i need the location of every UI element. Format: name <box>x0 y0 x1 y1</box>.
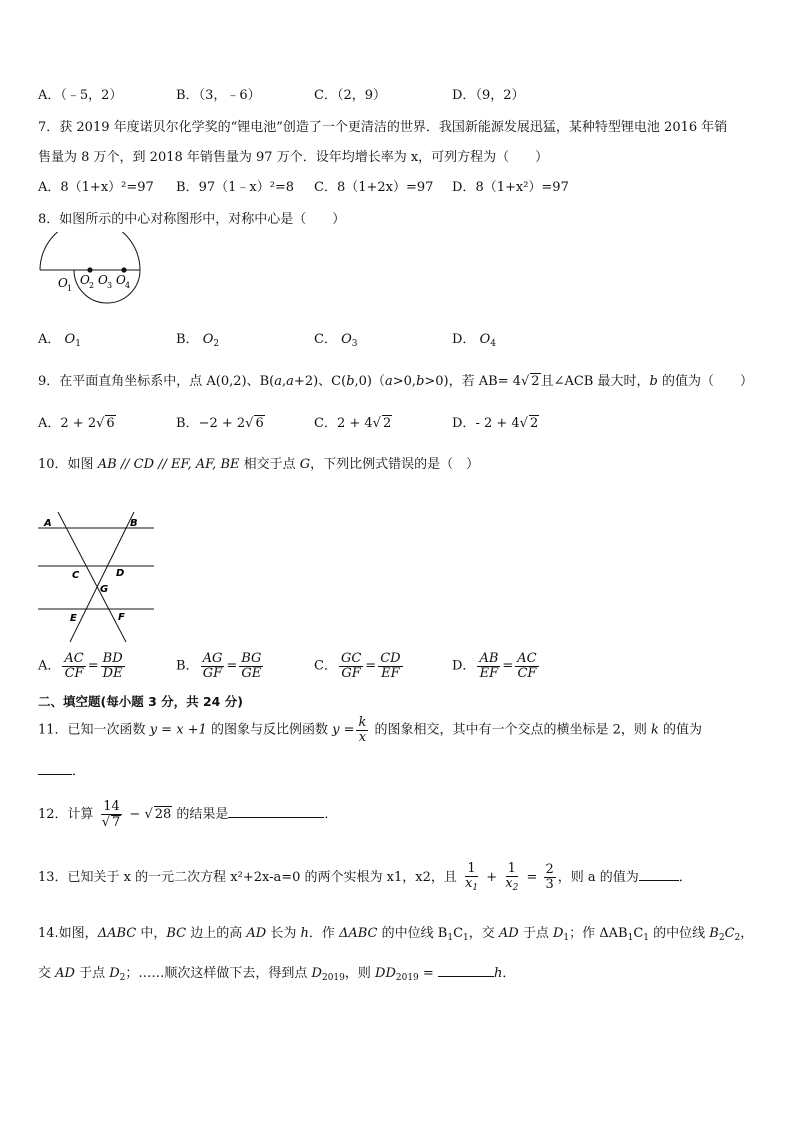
option-text: 2 + 2 <box>60 416 97 431</box>
option-text: 8（1+2x）=97 <box>336 180 434 195</box>
option-letter: A． <box>38 658 61 674</box>
option-text: （9，2） <box>475 88 525 103</box>
section-title: 二、填空题(每小题 3 分，共 24 分) <box>38 694 243 709</box>
fraction: $\frac{AG}{GF}$ <box>202 651 223 681</box>
q9-option-d: D．- 2 + 4√ 2 <box>452 416 539 431</box>
q9-option-c: C．2 + 4√ 2 <box>314 416 392 431</box>
option-letter: C． <box>314 416 337 431</box>
option-letter: B． <box>176 180 199 195</box>
sqrt-radicand: 6 <box>106 416 115 431</box>
q7-stem-line1: 7．获 2019 年度诺贝尔化学奖的“锂电池”创造了一个更清洁的世界．我国新能源发展迅猛，某种特型锂电池 2016 年销 <box>38 120 728 135</box>
q10-figure <box>34 508 158 648</box>
fraction: $\frac{2}{3}$ <box>545 862 554 893</box>
label-c: C <box>72 570 80 581</box>
q8-sub-o3: 3 <box>107 281 113 290</box>
fraction: $\frac{14}{√ 7}$ <box>101 799 121 830</box>
option-letter: B． <box>176 416 199 431</box>
fraction: $\frac{BG}{GE}$ <box>241 651 262 681</box>
option-text: - 2 + 4 <box>475 416 520 431</box>
option-letter: B． <box>176 88 199 103</box>
option-letter: D． <box>452 658 476 674</box>
q7-stem-line2: 售量为 8 万个，到 2018 年销售量为 97 万个．设年均增长率为 x，可列方程为（ ） <box>38 150 549 165</box>
sqrt-radicand: 28 <box>154 807 172 823</box>
q6-option-a <box>38 84 122 103</box>
q13-stem: 13．已知关于 x 的一元二次方程 x²+2x-a=0 的两个实根为 x1，x2，且 $\frac{1}{x_1}$ + $\frac{1}{x_2}$ = $\frac{2}{3}$ ，则 a 的值为 ． <box>38 861 692 893</box>
option-letter: C． <box>314 658 337 674</box>
answer-blank[interactable] <box>438 976 494 977</box>
option-letter: D． <box>452 332 476 347</box>
option-text: 8（1+x²）=97 <box>475 180 569 195</box>
option-letter: A． <box>38 416 61 431</box>
fraction: $\frac{AB}{EF}$ <box>479 651 499 681</box>
q8-option-b <box>176 328 219 349</box>
q8-option-a <box>38 328 81 349</box>
option-letter: C． <box>314 180 337 195</box>
q7-option-c <box>314 176 433 195</box>
option-subscript: 3 <box>351 339 358 349</box>
sqrt-radicand: 2 <box>382 416 392 431</box>
q8-label-o1: O <box>58 276 68 290</box>
option-symbol: O <box>479 332 491 347</box>
q10-stem: 10．如图 AB // CD // EF, AF, BE 相交于点 G，下列比例式错误的是（ ） <box>38 457 480 472</box>
label-b: B <box>130 518 138 529</box>
answer-blank[interactable] <box>228 817 324 818</box>
option-symbol: O <box>341 332 352 347</box>
option-letter: B． <box>176 332 199 347</box>
label-a: A <box>44 518 52 529</box>
q8-label-o4: O <box>116 273 126 287</box>
q8-upper-semicircle <box>40 232 140 270</box>
q6-option-b <box>176 84 261 103</box>
option-text: −2 + 2 <box>198 416 246 431</box>
q9-option-b: B．−2 + 2√ 6 <box>176 416 264 431</box>
fraction: $\frac{k}{x}$ <box>358 715 367 745</box>
q7-option-d <box>452 176 569 195</box>
label-d: D <box>116 568 125 579</box>
option-text: 2 + 4 <box>336 416 373 431</box>
q8-figure <box>34 232 154 312</box>
answer-blank[interactable] <box>639 880 679 881</box>
option-text: （﹣5，2） <box>60 88 123 103</box>
option-subscript: 4 <box>490 339 496 349</box>
sqrt-radicand: 2 <box>531 374 540 389</box>
option-subscript: 2 <box>213 339 220 349</box>
option-letter: C． <box>314 88 337 103</box>
option-letter: D． <box>452 416 476 431</box>
option-text: （2，9） <box>336 88 386 103</box>
option-symbol: O <box>202 332 214 347</box>
q10-option-b: B． $\frac{AG}{GF}$ = $\frac{BG}{GE}$ <box>176 651 262 681</box>
sqrt-radicand: 2 <box>529 416 539 431</box>
q14-stem-line1: 14.如图，ΔABC 中，BC 边上的高 AD 长为 h．作 ΔABC 的中位线 $B_1C_1$，交 AD 于点 $D_1$；作 $\Delta AB_1C_1$ 的中位线 $B_2C_2$， <box>38 926 754 943</box>
q8-point-o2 <box>87 267 92 272</box>
q11-answer-line: ． <box>38 760 85 779</box>
q8-label-o2: O <box>80 273 90 287</box>
option-letter: B． <box>176 658 199 674</box>
option-text: 97（1﹣x）²=8 <box>198 180 295 195</box>
q12-stem: 12．计算 $\frac{14}{√ 7}$ − √ 28 的结果是 ． <box>38 799 338 830</box>
q6-option-d <box>452 84 524 103</box>
option-letter: A． <box>38 180 61 195</box>
q7-option-b <box>176 176 294 195</box>
q9-option-a: A．2 + 2√ 6 <box>38 416 115 431</box>
q9-stem: 9．在平面直角坐标系中，点 A(0,2)、B(a,a+2)、C(b,0)（a>0,b>0)，若 AB= 4√ 2且∠ACB 最大时，b 的值为（ ） <box>38 374 753 389</box>
q8-sub-o2: 2 <box>89 281 95 290</box>
q6-option-c <box>314 84 386 103</box>
q8-option-c <box>314 328 358 349</box>
q8-option-d <box>452 328 496 349</box>
option-letter: C． <box>314 332 337 347</box>
q11-stem: 11．已知一次函数 y = x +1 的图象与反比例函数 y = $\frac{k}{x}$ 的图象相交，其中有一个交点的横坐标是 2，则 k 的值为 <box>38 715 703 745</box>
fraction: $\frac{CD}{EF}$ <box>380 651 401 681</box>
fraction: $\frac{AC}{CF}$ <box>517 651 537 681</box>
option-letter: A． <box>38 88 61 103</box>
q8-sub-o1: 1 <box>67 284 73 293</box>
option-letter: D． <box>452 88 476 103</box>
q8-stem: 8．如图所示的中心对称图形中，对称中心是（ ） <box>38 212 346 227</box>
label-e: E <box>70 613 77 624</box>
q8-point-o4 <box>121 267 126 272</box>
q10-option-c: C． $\frac{GC}{GF}$ = $\frac{CD}{EF}$ <box>314 651 401 681</box>
option-subscript: 1 <box>75 339 81 349</box>
sqrt-radicand: 6 <box>255 416 264 431</box>
q10-option-d: D． $\frac{AB}{EF}$ = $\frac{AC}{CF}$ <box>452 651 537 681</box>
fraction: $\frac{1}{x_1}$ <box>465 861 479 893</box>
q8-sub-o4: 4 <box>125 281 131 290</box>
q7-option-a <box>38 176 154 195</box>
option-text: （3，﹣6） <box>198 88 261 103</box>
answer-blank[interactable] <box>38 774 72 775</box>
fraction: $\frac{BD}{DE}$ <box>102 651 123 681</box>
option-letter: A． <box>38 332 61 347</box>
fraction: $\frac{GC}{GF}$ <box>340 651 362 681</box>
option-text: 8（1+x）²=97 <box>60 180 154 195</box>
q10-option-a: A． $\frac{AC}{CF}$ = $\frac{BD}{DE}$ <box>38 651 123 681</box>
label-g: G <box>100 584 109 595</box>
fraction: $\frac{1}{x_2}$ <box>505 861 519 893</box>
q8-label-o3: O <box>98 273 108 287</box>
option-letter: D． <box>452 180 476 195</box>
option-symbol: O <box>64 332 76 347</box>
q14-stem-line2: 交 AD 于点 $D_2$；……顺次这样做下去，得到点 $D_{2019}$，则 $DD_{2019} = h$． <box>38 966 516 983</box>
label-f: F <box>118 612 125 623</box>
fraction: $\frac{AC}{CF}$ <box>64 651 84 681</box>
